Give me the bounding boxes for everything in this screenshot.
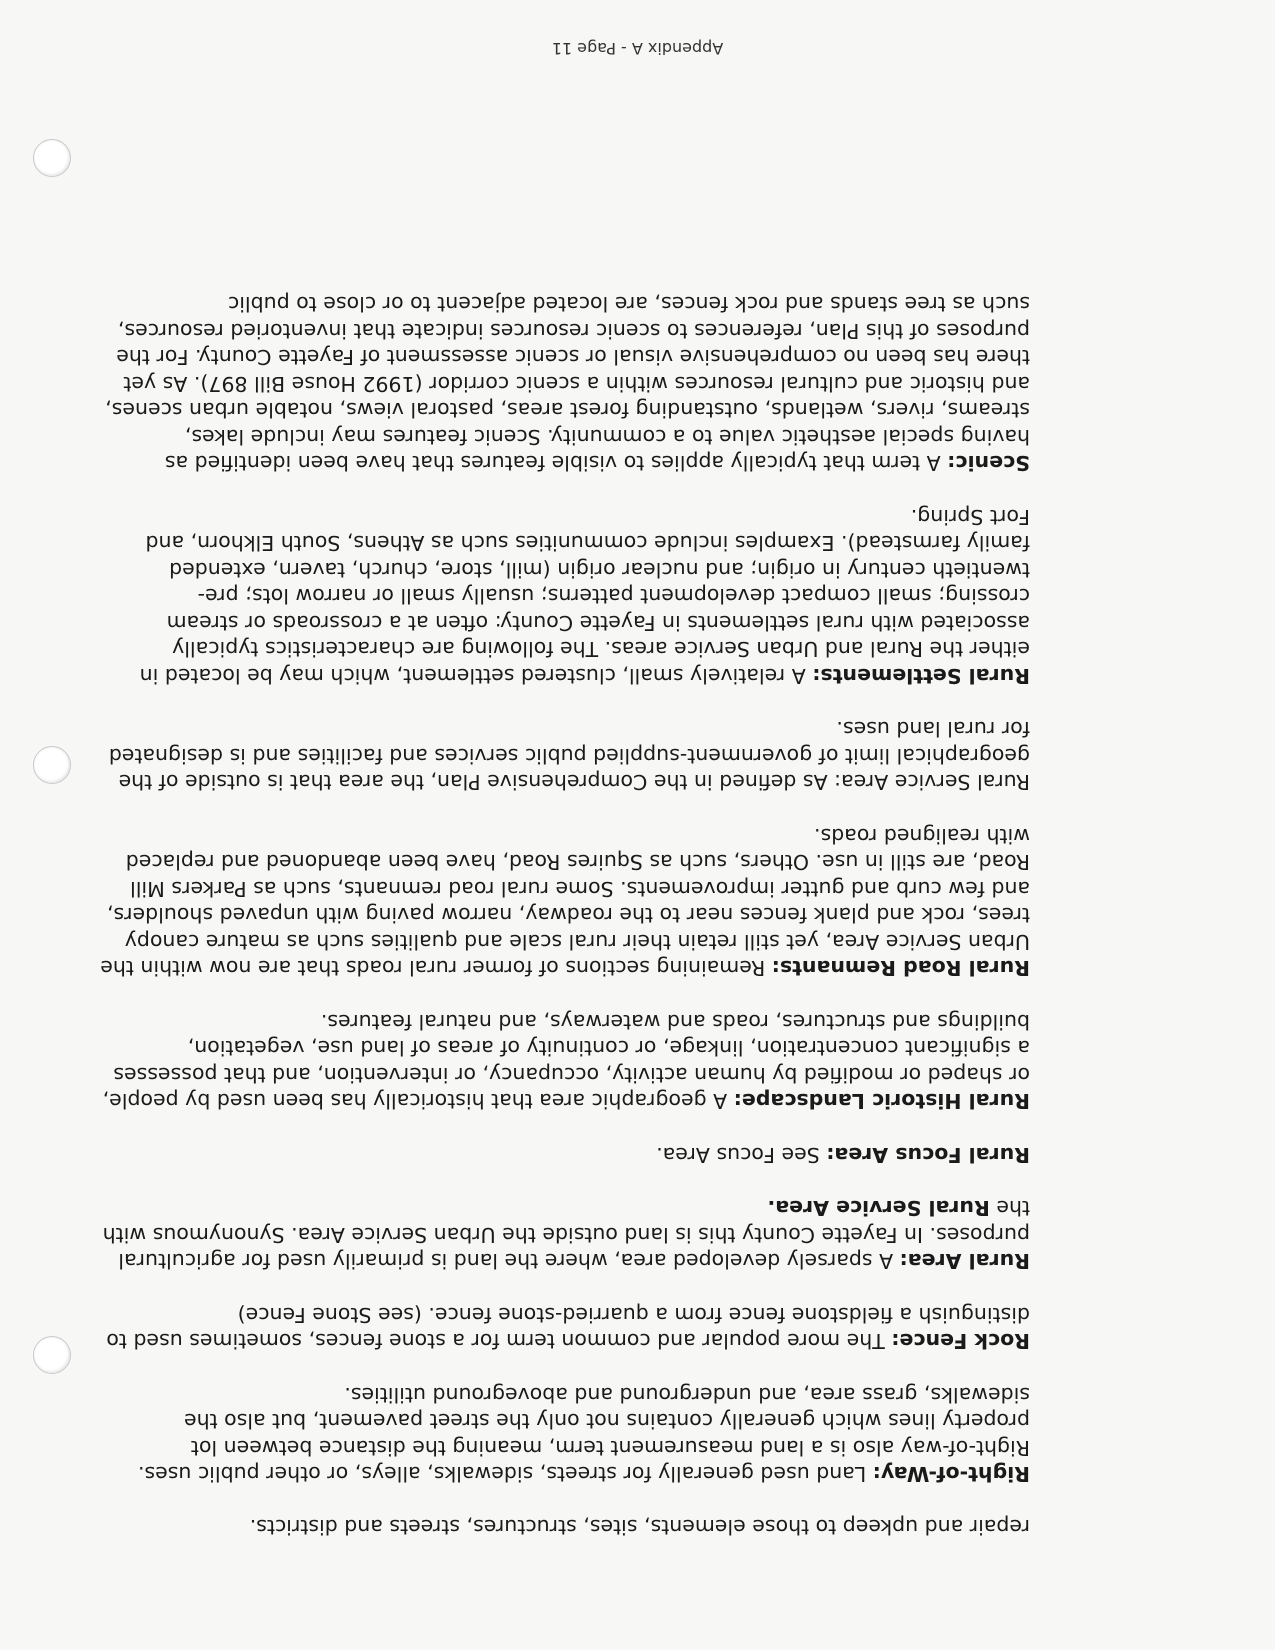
entry-rural-historic-landscape [100,1009,1030,1115]
term-scenic: Scenic: [947,451,1030,476]
entry-rural-settlements [100,504,1030,690]
entry-rural-road-remnants [100,823,1030,982]
entry-rural-area [100,1195,1030,1275]
term-rural-settlements: Rural Settlements: [812,664,1030,688]
term-rural-service-area: Rural Service Area: [834,770,1030,795]
continuation-text: repair and upkeep to those elements, sites, structures, streets and districts. [249,1515,1030,1539]
term-rural-area: Rural Area: [899,1249,1030,1274]
entry-rural-service-area [100,716,1030,796]
definition-rural-focus-area: See Focus Area. [656,1143,820,1167]
binder-hole-top [33,1336,71,1374]
entry-rock-fence [100,1302,1030,1355]
definition-rural-road-remnants: Remaining sections of former rural roads that are now within the Urban Service Area, yet still retain their rural scale and qualities such as mature canopy trees, rock and plank fences near to the roadway, narrow paving with unpaved shoulders, and few curb and gutter improvements. Some rural road remnants, such as Parkers Mill Road, are still in use. Others, such as Squires Road, have been abandoned and replaced with realigned roads. [100,824,1030,981]
glossary-body [100,291,1030,1540]
term-rural-focus-area: Rural Focus Area: [826,1143,1030,1167]
page-footer: Appendix A - Page 11 [551,39,724,58]
binder-hole-middle [33,746,71,784]
entry-scenic [100,291,1030,477]
term-right-of-way: Right-of-Way: [872,1462,1030,1487]
definition-right-of-way: Land used generally for streets, sidewalks, alleys, or other public uses. Right-of-way also is a land measurement term, meaning the distance between lot property lines which generally contains not only the street pavement, but also the sidewalks, grass area, and underground and aboveground utilities. [137,1383,1030,1487]
entry-right-of-way [100,1382,1030,1488]
binder-hole-bottom [33,139,71,177]
entry-rural-focus-area [100,1142,1030,1169]
term-rock-fence: Rock Fence: [891,1329,1030,1354]
definition-rural-service-area: As defined in the Comprehensive Plan, the area that is outside of the geographical limit of government-supplied public services and facilities and is designated for rural land uses. [108,717,1030,795]
term-rural-historic-landscape: Rural Historic Landscape: [733,1089,1030,1114]
term-rural-road-remnants: Rural Road Remnants: [771,956,1030,981]
definition-rock-fence: The more popular and common term for a stone fences, sometimes used to distinguish a fieldstone fence from a quarried-stone fence. (see Stone Fence) [106,1303,1030,1354]
definition-rural-historic-landscape: A geographic area that historically has been used by people, or shaped or modified by human activity, occupancy, or intervention, and that possesses a significant concentration, linkage, or continuity of areas of land use, vegetation, buildings and structures, roads and waterways, and natural features. [102,1010,1030,1114]
rural-service-area-reference: Rural Service Area. [767,1196,990,1221]
definition-scenic: A term that typically applies to visible features that have been identified as having special aesthetic value to a community. Scenic features may include lakes, streams, rivers, wetlands, outstanding forest areas, pastoral views, notable urban scenes, and historic and cultural resources within a scenic corridor (1992 House Bill 897). As yet there has been no comprehensive visual or scenic assessment of Fayette County. For the purposes of this Plan, references to scenic resources indicate that inventoried resources, such as tree stands and rock fences, are located adjacent to or close to public [105,292,1030,476]
definition-rural-area: A sparsely developed area, where the land is primarily used for agricultural purposes. In Fayette County this is land outside the Urban Service Area. Synonymous with the [102,1196,1030,1274]
definition-rural-settlements: A relatively small, clustered settlement, which may be located in either the Rural and Urban Service areas. The following are characteristics typically associated with rural settlements in Fayette County: often at a crossroads or stream crossing; small compact development patterns; usually small or narrow lots; pre-twentieth century in origin; and nuclear origin (mill, store, church, tavern, extended family farmstead). Examples include communities such as Athens, South Elkhorn, and Fort Spring. [139,505,1030,688]
